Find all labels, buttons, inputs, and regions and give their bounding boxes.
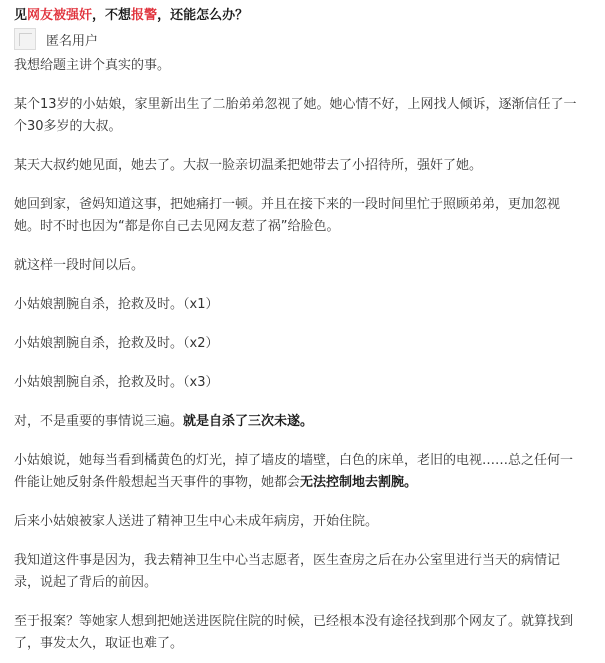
title-text-2: ，不想: [92, 8, 132, 23]
paragraph-12-line-1: 我知道这件事是因为，我去精神卫生中心当志愿者，医生查房之后在办公室里进行当天的病情记: [14, 553, 561, 568]
paragraph-10-line-2: 件能让她反射条件般想起当天事件的事物，她都会: [14, 475, 301, 490]
title-text-1: 见: [14, 8, 28, 23]
paragraph-2-line-1: 某个13岁的小姑娘，家里新出生了二胎弟弟忽视了她。她心情不好，上网找人倾诉，逐渐信任了一: [14, 97, 577, 112]
title-highlight-keyword-1: 网友被强奸: [27, 8, 93, 23]
paragraph-4: [14, 194, 598, 238]
paragraph-2-line-2: 个30多岁的大叔。: [14, 119, 122, 134]
paragraph-9-bold: 就是自杀了三次未遂。: [183, 414, 314, 429]
paragraph-9-text: 对，不是重要的事情说三遍。: [14, 414, 184, 429]
paragraph-13: [14, 611, 598, 655]
paragraph-11: 后来小姑娘被家人送进了精神卫生中心未成年病房，开始住院。: [14, 514, 379, 529]
paragraph-2: [14, 94, 598, 138]
paragraph-13-line-1: 至于报案？等她家人想到把她送进医院住院的时候，已经根本没有途径找到那个网友了。就算找到: [14, 614, 574, 629]
answer-content: [14, 55, 598, 655]
paragraph-12-line-2: 录，说起了背后的前因。: [14, 575, 158, 590]
title-text-3: ，还能怎么办？: [157, 8, 249, 23]
question-title[interactable]: [14, 4, 248, 23]
paragraph-8: 小姑娘割腕自杀，抢救及时。（x3）: [14, 375, 219, 390]
paragraph-10-line-1: 小姑娘说，她每当看到橘黄色的灯光，掉了墙皮的墙壁，白色的床单，老旧的电视……总之任何一: [14, 453, 574, 468]
author-info: [14, 27, 98, 51]
paragraph-10-bold: 无法控制地去割腕。: [300, 475, 418, 490]
paragraph-12: [14, 550, 598, 594]
paragraph-13-line-2: 了，事发太久，取证也难了。: [14, 636, 184, 651]
paragraph-7: 小姑娘割腕自杀，抢救及时。（x2）: [14, 336, 219, 351]
author-name: 匿名用户: [46, 33, 99, 49]
title-highlight-keyword-2: 报警: [131, 8, 158, 23]
paragraph-10: [14, 450, 598, 494]
paragraph-6: 小姑娘割腕自杀，抢救及时。（x1）: [14, 297, 219, 312]
paragraph-9: [14, 411, 598, 433]
paragraph-4-line-2: 她。时不时也因为“都是你自己去见网友惹了祸”给脸色。: [14, 219, 340, 234]
paragraph-3: 某天大叔约她见面，她去了。大叔一脸亲切温柔把她带去了小招待所，强奸了她。: [14, 158, 483, 173]
paragraph-4-line-1: 她回到家，爸妈知道这事，把她痛打一顿。并且在接下来的一段时间里忙于照顾弟弟，更加忽视: [14, 197, 561, 212]
paragraph-1: 我想给题主讲个真实的事。: [14, 58, 171, 73]
paragraph-5: 就这样一段时间以后。: [14, 258, 145, 273]
avatar: [14, 28, 36, 50]
